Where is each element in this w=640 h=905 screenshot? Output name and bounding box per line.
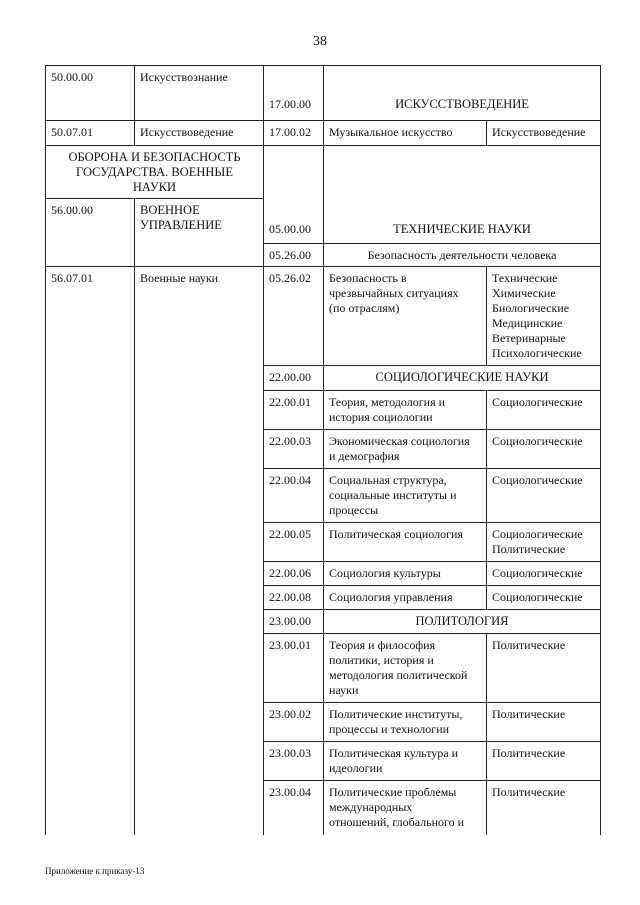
name-23-00-02: Политические институты, процессы и технологии — [329, 707, 463, 736]
branch-22-00-04: Социологические — [492, 473, 583, 487]
name-17-00-02: Музыкальное искусство — [329, 125, 453, 139]
branch-23-00-02: Политические — [492, 707, 566, 721]
left-code-50-07-01: 50.07.01 — [51, 125, 93, 139]
branch-22-00-01: Социологические — [492, 395, 583, 409]
name-05-26-00: Безопасность деятельности человека — [367, 248, 557, 262]
code-05-00-00: 05.00.00 — [269, 222, 311, 236]
code-23-00-00: 23.00.00 — [269, 614, 311, 628]
code-22-00-08: 22.00.08 — [269, 590, 311, 604]
name-22-00-08: Социология управления — [329, 590, 453, 604]
left-name-56-00-00: ВОЕННОЕ УПРАВЛЕНИЕ — [140, 203, 222, 232]
code-22-00-01: 22.00.01 — [269, 395, 311, 409]
name-23-00-00: ПОЛИТОЛОГИЯ — [415, 614, 509, 628]
name-17-00-00: ИСКУССТВОВЕДЕНИЕ — [395, 97, 529, 111]
code-22-00-05: 22.00.05 — [269, 527, 311, 541]
left-code-50-00-00: 50.00.00 — [51, 70, 93, 84]
page-number: 38 — [313, 34, 327, 49]
branch-22-00-03: Социологические — [492, 434, 583, 448]
name-23-00-03: Политическая культура и идеологии — [329, 746, 459, 775]
code-23-00-02: 23.00.02 — [269, 707, 311, 721]
branch-23-00-04: Политические — [492, 785, 566, 799]
branch-23-00-03: Политические — [492, 746, 566, 760]
branch-22-00-06: Социологические — [492, 566, 583, 580]
branch-05-26-02: Технические Химические Биологические Медицинские Ветеринарные Психологические — [492, 271, 582, 360]
code-17-00-02: 17.00.02 — [269, 125, 311, 139]
code-23-00-01: 23.00.01 — [269, 638, 311, 652]
name-22-00-05: Политическая социология — [329, 527, 463, 541]
page-footer: Приложение к приказу-13 — [45, 866, 145, 876]
name-23-00-04: Политические проблемы международных отношений, глобального и — [329, 785, 465, 829]
left-code-56-00-00: 56.00.00 — [51, 203, 93, 217]
name-22-00-06: Социология культуры — [329, 566, 441, 580]
left-name-50-00-00: Искусствознание — [140, 70, 228, 84]
code-23-00-04: 23.00.04 — [269, 785, 311, 799]
code-05-26-02: 05.26.02 — [269, 271, 311, 285]
branch-17-00-02: Искусствоведение — [492, 125, 586, 139]
left-code-56-07-01: 56.07.01 — [51, 271, 93, 285]
name-22-00-00: СОЦИОЛОГИЧЕСКИЕ НАУКИ — [375, 370, 549, 384]
name-22-00-03: Экономическая социология и демография — [329, 434, 470, 463]
code-05-26-00: 05.26.00 — [269, 248, 311, 262]
left-section-header: ОБОРОНА И БЕЗОПАСНОСТЬ ГОСУДАРСТВА. ВОЕННЫЕ НАУКИ — [68, 150, 241, 194]
name-22-00-01: Теория, методология и история социологии — [329, 395, 446, 424]
branch-22-00-05: Социологические Политические — [492, 527, 583, 556]
left-name-50-07-01: Искусствоведение — [140, 125, 234, 139]
name-05-26-02: Безопасность в чрезвычайных ситуациях (по отраслям) — [329, 271, 459, 315]
code-17-00-00: 17.00.00 — [269, 97, 311, 111]
name-23-00-01: Теория и философия политики, история и методология политической науки — [329, 638, 468, 697]
code-22-00-04: 22.00.04 — [269, 473, 311, 487]
left-name-56-07-01: Военные науки — [140, 271, 219, 285]
branch-23-00-01: Политические — [492, 638, 566, 652]
name-22-00-04: Социальная структура, социальные институты и процессы — [329, 473, 457, 517]
code-22-00-03: 22.00.03 — [269, 434, 311, 448]
code-23-00-03: 23.00.03 — [269, 746, 311, 760]
code-22-00-06: 22.00.06 — [269, 566, 311, 580]
branch-22-00-08: Социологические — [492, 590, 583, 604]
name-05-00-00: ТЕХНИЧЕСКИЕ НАУКИ — [393, 222, 531, 236]
code-22-00-00: 22.00.00 — [269, 370, 311, 384]
